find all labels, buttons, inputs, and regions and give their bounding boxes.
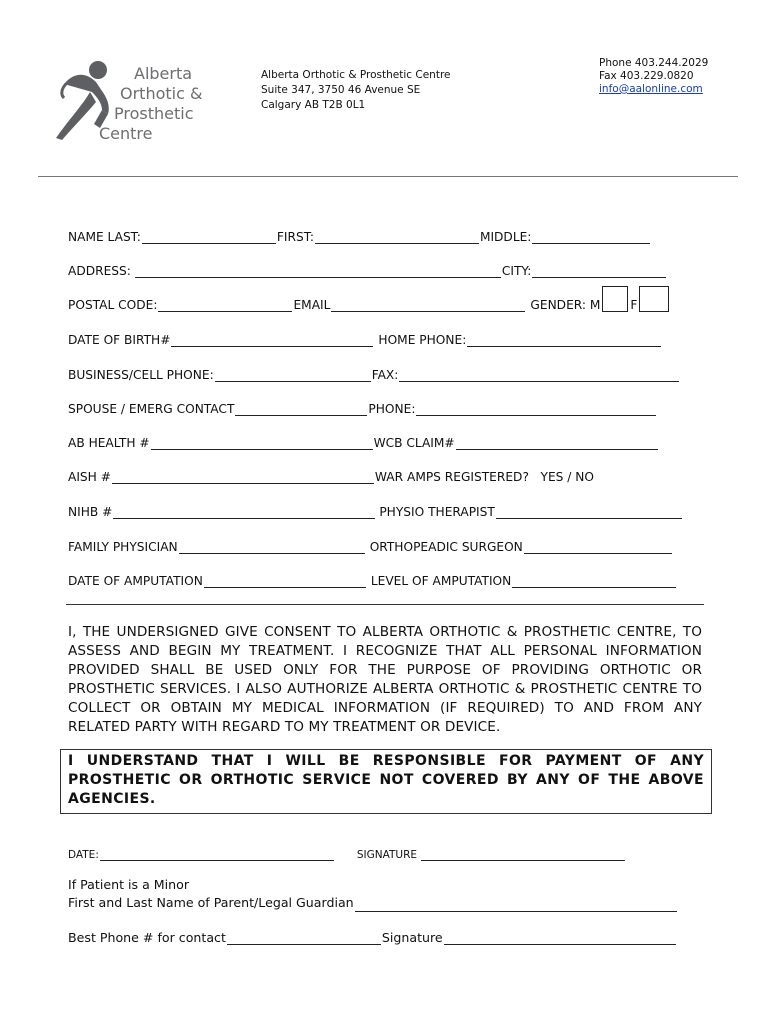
address-label: ADDRESS: (68, 264, 131, 278)
email-field[interactable] (331, 297, 525, 312)
logo-line: Centre (99, 124, 153, 143)
city-label: CITY: (501, 264, 532, 278)
postal-row (68, 294, 671, 312)
family-physician-field[interactable] (179, 539, 365, 554)
home-phone-label: HOME PHONE: (378, 333, 467, 347)
dob-row (68, 329, 662, 347)
physio-field[interactable] (496, 504, 682, 519)
business-phone-label: BUSINESS/CELL PHONE: (68, 368, 214, 382)
aish-label: AISH # (68, 470, 111, 484)
signature-field[interactable] (421, 849, 625, 861)
best-phone-row (68, 927, 677, 945)
spouse-label: SPOUSE / EMERG CONTACT (68, 402, 235, 416)
phone-number: Phone 403.244.2029 (599, 57, 709, 69)
address-line: Calgary AB T2B 0L1 (261, 99, 366, 111)
nihb-row (68, 501, 683, 519)
minor-heading: If Patient is a Minor (68, 877, 190, 892)
logo-line: Orthotic & (120, 84, 203, 103)
address-line: Suite 347, 3750 46 Avenue SE (261, 84, 421, 96)
physician-row (68, 536, 673, 554)
ab-health-field[interactable] (151, 435, 373, 450)
guardian-name-field[interactable] (355, 897, 677, 912)
email-label: EMAIL (293, 298, 331, 312)
home-phone-field[interactable] (467, 332, 661, 347)
name-row (68, 226, 651, 244)
guardian-signature-label: Signature (381, 930, 443, 945)
nihb-label: NIHB # (68, 505, 113, 519)
first-name-field[interactable] (315, 229, 479, 244)
amputation-row (68, 570, 677, 588)
spouse-row (68, 398, 657, 416)
name-last-field[interactable] (142, 229, 276, 244)
payment-notice: I UNDERSTAND THAT I WILL BE RESPONSIBLE FOR PAYMENT OF ANY PROSTHETIC OR ORTHOTIC SERVICE NOT COVERED BY ANY OF THE ABOVE AGENCIES. (60, 749, 712, 814)
wcb-claim-field[interactable] (456, 435, 658, 450)
war-amps-label: WAR AMPS REGISTERED? YES / NO (374, 470, 594, 484)
company-logo (52, 58, 222, 143)
spouse-phone-field[interactable] (416, 401, 656, 416)
gender-m-checkbox[interactable] (602, 286, 628, 312)
postal-code-field[interactable] (158, 297, 292, 312)
date-signature-row (68, 843, 626, 861)
logo-wordmark (99, 64, 203, 144)
address-row (68, 260, 667, 278)
first-name-label: FIRST: (276, 230, 314, 244)
wcb-claim-label: WCB CLAIM# (373, 436, 455, 450)
gender-f-checkbox[interactable] (639, 286, 669, 312)
dob-field[interactable] (171, 332, 373, 347)
business-phone-field[interactable] (215, 367, 371, 382)
guardian-row (68, 894, 678, 912)
logo-line: Alberta (134, 64, 193, 83)
best-phone-label: Best Phone # for contact (68, 930, 226, 945)
address-field[interactable] (135, 263, 501, 278)
level-amputation-field[interactable] (512, 573, 676, 588)
gender-label: GENDER: M (530, 298, 601, 312)
logo-line: Prosthetic (114, 104, 194, 123)
best-phone-field[interactable] (227, 930, 381, 945)
form-divider (66, 604, 704, 605)
aish-row (68, 466, 594, 484)
spouse-field[interactable] (235, 401, 367, 416)
ab-health-row (68, 432, 659, 450)
consent-paragraph: I, THE UNDERSIGNED GIVE CONSENT TO ALBERTA ORTHOTIC & PROSTHETIC CENTRE, TO ASSESS AND BEGIN MY TREATMENT. I RECOGNIZE THAT ALL PERSONAL INFORMATION PROVIDED SHALL BE USED ONLY FOR THE PURPOSE OF PROVIDING ORTHOTIC OR PROSTHETIC SERVICES. I ALSO AUTHORIZE ALBERTA ORTHOTIC & PROSTHETIC CENTRE TO COLLECT OR OBTAIN MY MEDICAL INFORMATION (IF REQUIRED) TO AND FROM ANY RELATED PARTY WITH REGARD TO MY TREATMENT OR DEVICE. (68, 624, 702, 735)
ab-health-label: AB HEALTH # (68, 436, 150, 450)
fax-number: Fax 403.229.0820 (599, 70, 694, 82)
clinic-contact (599, 57, 724, 96)
middle-name-field[interactable] (532, 229, 650, 244)
email-link[interactable]: info@aalonline.com (599, 83, 703, 95)
spouse-phone-label: PHONE: (368, 402, 416, 416)
city-field[interactable] (532, 263, 666, 278)
date-field[interactable] (100, 849, 334, 861)
middle-name-label: MIDDLE: (479, 230, 532, 244)
date-amputation-label: DATE OF AMPUTATION (68, 574, 203, 588)
fax-field[interactable] (399, 367, 679, 382)
date-amputation-field[interactable] (204, 573, 366, 588)
date-label: DATE: (68, 849, 99, 861)
header-divider (38, 176, 738, 177)
business-phone-row (68, 364, 680, 382)
signature-label: SIGNATURE (356, 849, 418, 861)
clinic-address (261, 68, 451, 113)
fax-label: FAX: (371, 368, 399, 382)
aish-field[interactable] (112, 469, 374, 484)
ortho-surgeon-label: ORTHOPEADIC SURGEON (369, 540, 523, 554)
minor-section (68, 876, 678, 912)
postal-code-label: POSTAL CODE: (68, 298, 158, 312)
level-amputation-label: LEVEL OF AMPUTATION (370, 574, 512, 588)
physio-label: PHYSIO THERAPIST (379, 505, 495, 519)
nihb-field[interactable] (113, 504, 375, 519)
address-line: Alberta Orthotic & Prosthetic Centre (261, 69, 451, 81)
gender-f-label: F (630, 298, 638, 312)
guardian-label: First and Last Name of Parent/Legal Guardian (68, 895, 354, 910)
family-physician-label: FAMILY PHYSICIAN (68, 540, 178, 554)
dob-label: DATE OF BIRTH# (68, 333, 171, 347)
name-last-label: NAME LAST: (68, 230, 141, 244)
ortho-surgeon-field[interactable] (524, 539, 672, 554)
guardian-signature-field[interactable] (444, 930, 676, 945)
